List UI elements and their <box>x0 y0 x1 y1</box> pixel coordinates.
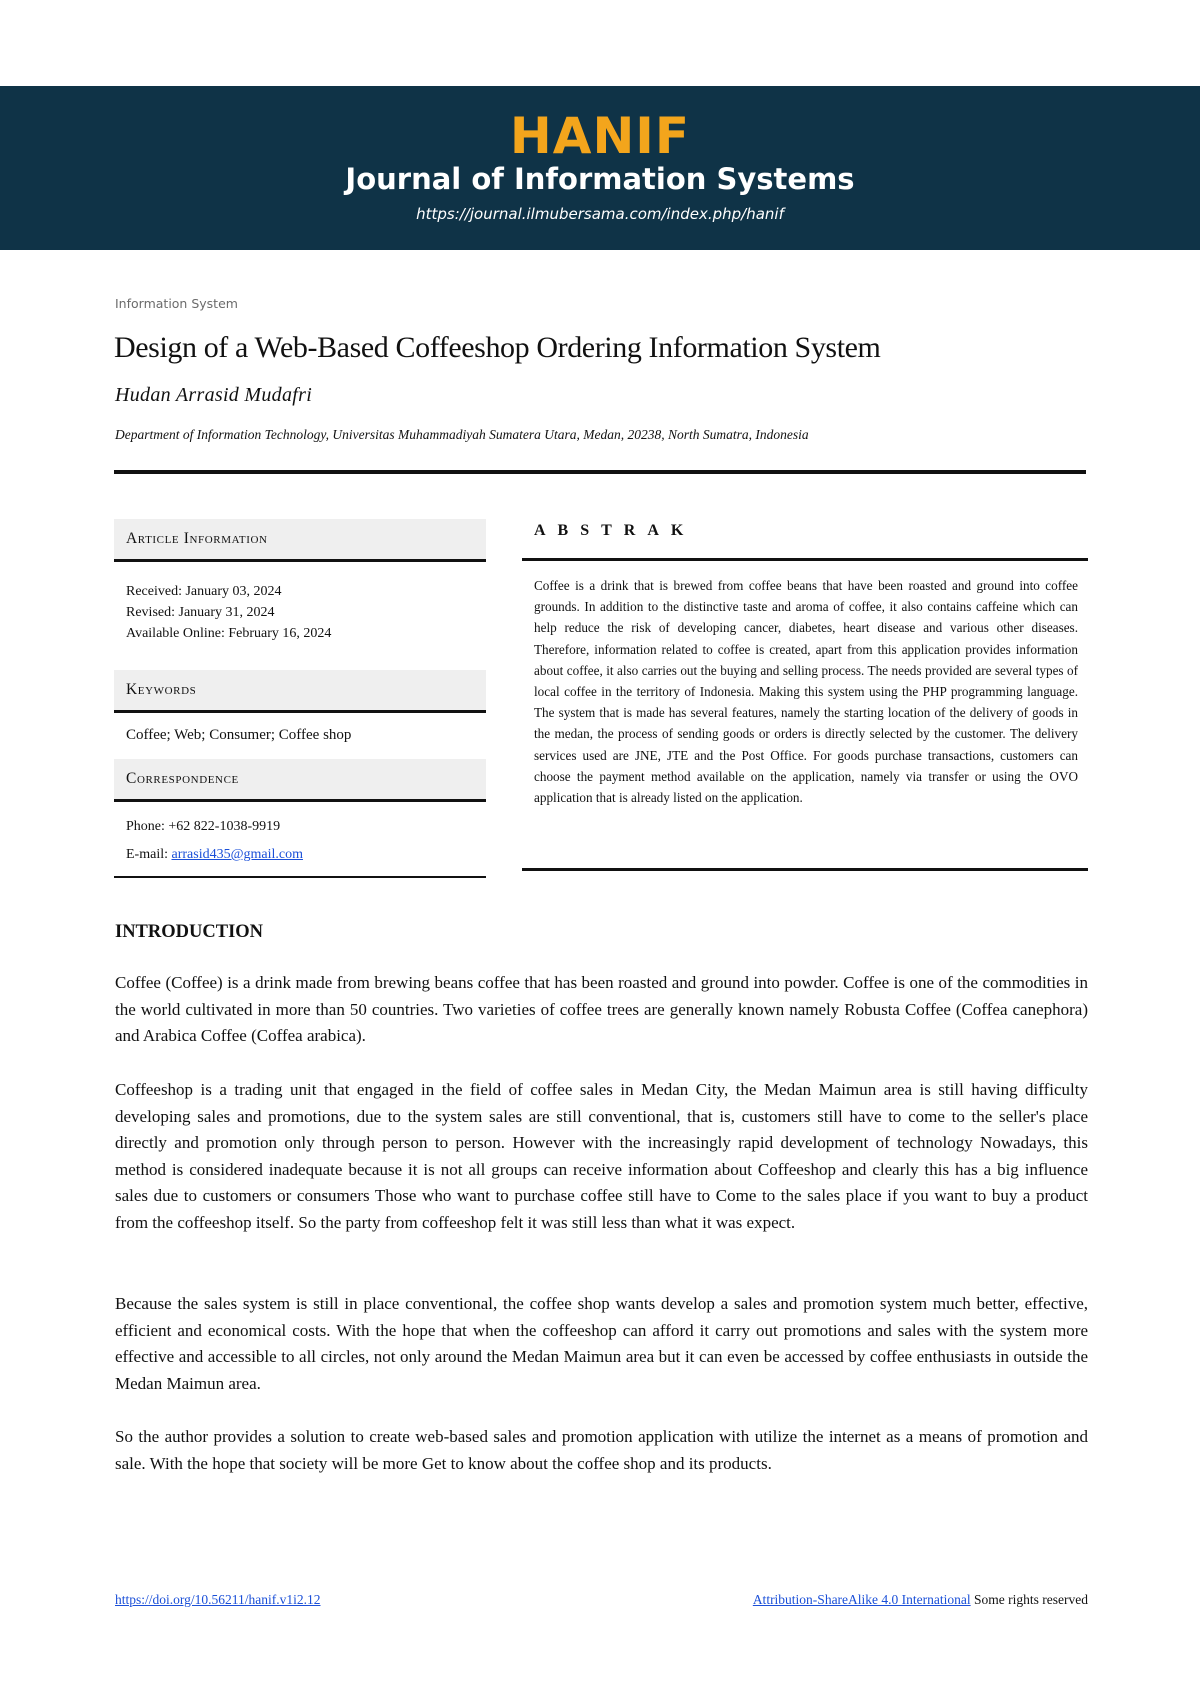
abstract-bottom-rule <box>522 868 1088 871</box>
abstract-top-rule <box>522 558 1088 561</box>
keywords-list: Coffee; Web; Consumer; Coffee shop <box>126 727 352 743</box>
introduction-heading: INTRODUCTION <box>115 922 264 942</box>
email-line <box>126 842 486 868</box>
keywords-heading: Keywords <box>114 670 486 713</box>
article-info-box <box>114 519 486 644</box>
rights-text: Some rights reserved <box>970 1592 1088 1607</box>
revised-date: Revised: January 31, 2024 <box>126 605 275 620</box>
intro-paragraph-1: Coffee (Coffee) is a drink made from brewing beans coffee that has been roasted and ground into powder. Coffee is one of the commodities in the world cultivated in more than 50 countries. Two varieties of coffee trees are generally known namely Robusta Coffee (Coffea canephora) and Arabica Coffee (Coffea arabica). <box>115 973 1088 1046</box>
intro-paragraph-2: Coffeeshop is a trading unit that engaged in the field of coffee sales in Medan City, the Medan Maimun area is still having difficulty developing sales and promotions, due to the system sales are still conventional, that is, customers still have to come to the seller's place directly and promotion only through person to person. However with the increasingly rapid development of technology Nowadays, this method is considered inadequate because it is not all groups can receive information about Coffeeshop and clearly this has a big influence sales due to customers or consumers Those who want to purchase coffee still have to Come to the sales place if you want to buy a product from the coffeeshop itself. So the party from coffeeshop felt it was still less than what it was expect. <box>115 1080 1088 1232</box>
sidebar-bottom-rule <box>114 876 486 878</box>
article-info-heading: Article Information <box>114 519 486 562</box>
abstract-heading: ABSTRAK <box>534 522 696 539</box>
license-notice <box>753 1592 1088 1608</box>
abstract-text: Coffee is a drink that is brewed from coffee beans that have been roasted and ground into coffee grounds. In addition to the distinctive taste and aroma of coffee, it also contains caffeine which can help reduce the risk of developing cancer, diabetes, heart disease and various other diseases. Therefore, information related to coffee is created, apart from this application provides information about coffee, it also carries out the buying and selling process. The needs provided are several types of local coffee in the territory of Indonesia. Making this system using the PHP programming language. The system that is made has several features, namely the starting location of the delivery of goods in the medan, the process of sending goods or orders is directly selected by the customer. The delivery services used are JNE, JTE and the Post Office. For goods purchase transactions, customers can choose the payment method available on the application, namely via transfer or using the OVO application that is already listed on the application. <box>534 578 1078 806</box>
intro-paragraph-3: Because the sales system is still in place conventional, the coffee shop wants develop a sales and promotion system much better, effective, efficient and economical costs. With the hope that when the coffeeshop can afford it carry out promotions and sales with the system more effective and accessible to all circles, not only around the Medan Maimun area but it can even be accessed by coffee enthusiasts in outside the Medan Maimun area. <box>115 1294 1088 1393</box>
article-author: Hudan Arrasid Mudafri <box>115 384 313 406</box>
header-divider <box>114 470 1086 474</box>
journal-url[interactable]: https://journal.ilmubersama.com/index.php/hanif <box>416 205 784 223</box>
email-link[interactable]: arrasid435@gmail.com <box>171 847 303 862</box>
phone-number: Phone: +62 822-1038-9919 <box>126 819 281 834</box>
received-date: Received: January 03, 2024 <box>126 584 282 599</box>
author-affiliation: Department of Information Technology, Universitas Muhammadiyah Sumatera Utara, Medan, 20238, North Sumatra, Indonesia <box>115 427 809 442</box>
keywords-box <box>114 670 486 746</box>
correspondence-box <box>114 759 486 878</box>
intro-paragraph-4: So the author provides a solution to create web-based sales and promotion application with utilize the internet as a means of promotion and sale. With the hope that society will be more Get to know about the coffee shop and its products. <box>115 1427 1088 1473</box>
license-link[interactable]: Attribution-ShareAlike 4.0 International <box>752 1592 971 1607</box>
email-label: E-mail: <box>126 847 172 862</box>
article-title: Design of a Web-Based Coffeeshop Ordering Information System <box>114 331 881 364</box>
article-section: Information System <box>115 296 238 311</box>
correspondence-heading: Correspondence <box>114 759 486 802</box>
journal-title: Journal of Information Systems <box>345 162 855 196</box>
available-date: Available Online: February 16, 2024 <box>126 626 332 641</box>
doi-link[interactable]: https://doi.org/10.56211/hanif.v1i2.12 <box>115 1592 321 1607</box>
journal-banner <box>0 86 1200 250</box>
journal-logo: HANIF <box>509 107 691 165</box>
